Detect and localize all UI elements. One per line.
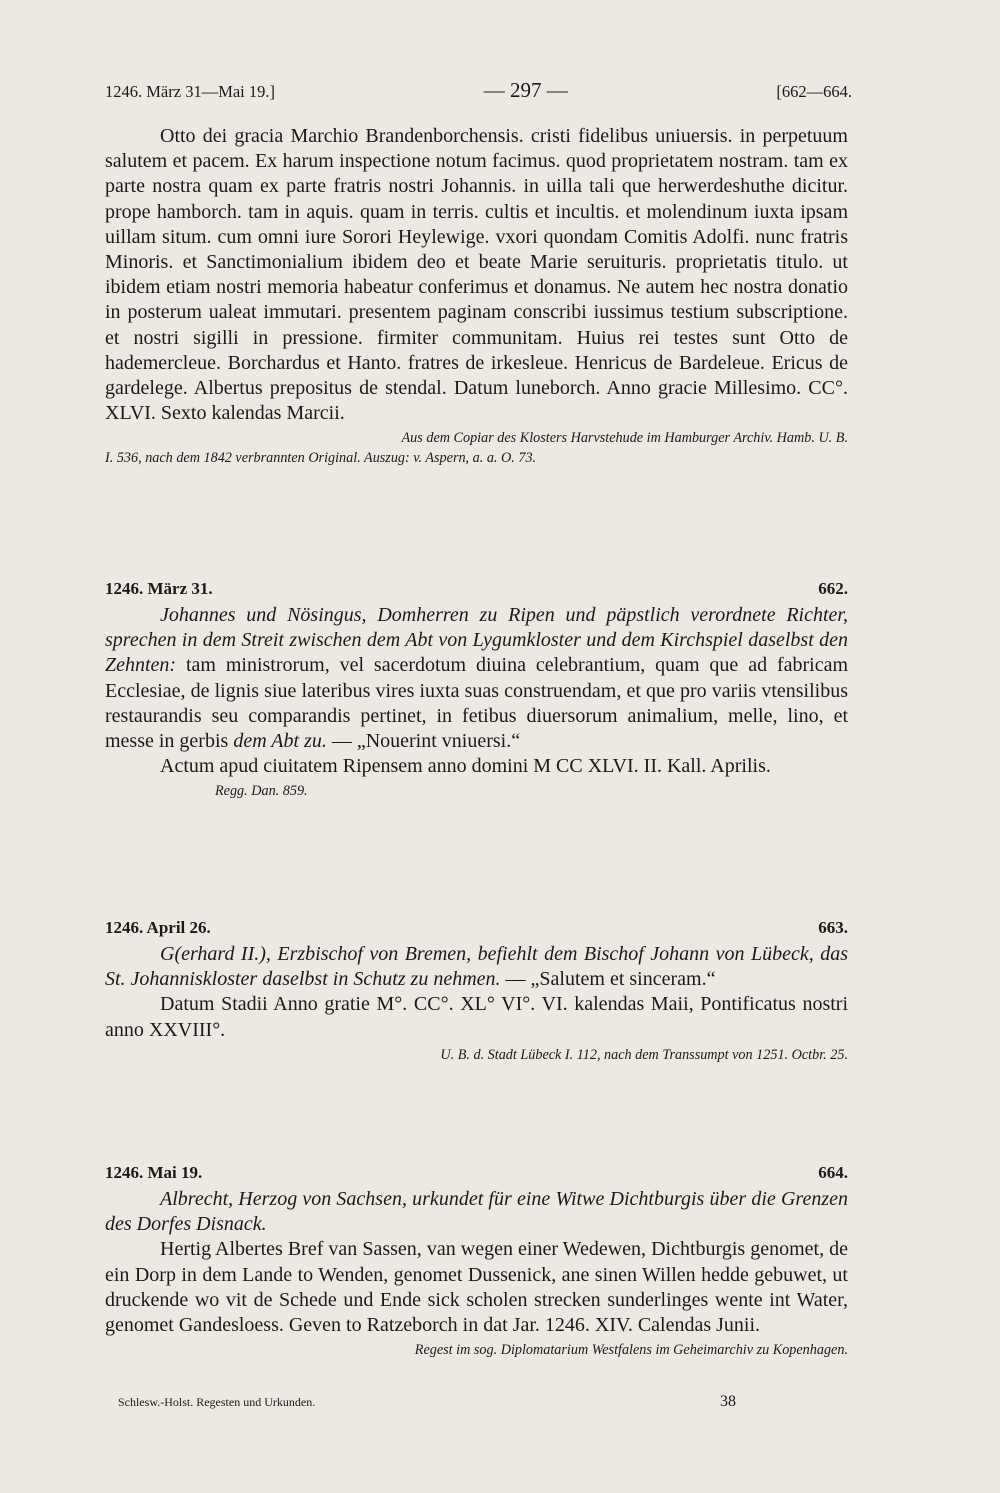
document-664-number: 664.: [818, 1163, 848, 1182]
document-664: [105, 1162, 848, 1360]
running-header: [105, 78, 852, 103]
document-663: [105, 917, 848, 1065]
footer-signature-number: 38: [720, 1393, 736, 1410]
document-662-text-2: — „Nouerint vniuersi.“: [331, 730, 521, 753]
document-663-source: U. B. d. Stadt Lübeck I. 112, nach dem Transsumpt von 1251. Octbr. 25.: [440, 1046, 848, 1063]
page-number: — 297 —: [483, 78, 568, 102]
document-662-heading: [105, 578, 848, 600]
document-664-regest-para: [105, 1187, 848, 1237]
document-664-source: Regest im sog. Diplomatarium Westfalens im Geheimarchiv zu Kopenhagen.: [414, 1342, 848, 1359]
document-663-date: 1246. April 26.: [105, 918, 211, 937]
document-662-source: Regg. Dan. 859.: [215, 783, 308, 800]
document-663-datum: Datum Stadii Anno gratie M°. CC°. XL° VI°. VI. kalendas Maii, Pontificatus nostri anno XXVIII°.: [105, 993, 848, 1041]
document-664-heading: [105, 1162, 848, 1184]
document-661-text: Otto dei gracia Marchio Brandenborchensis. cristi fidelibus uniuersis. in perpetuum salutem et pacem. Ex harum inspectione notum facimus. quod proprietatem nostram. tam ex parte nostra quam ex parte fratris nostri Johannis. in uilla tali que herwerdeshuthe dicitur. prope hamborch. tam in aquis. quam in terris. cultis et incultis. et molendinum iuxta ipsam uillam situm. cum omni iure Sorori Heylewige. vxori quondam Comitis Adolfi. nunc fratris Minoris. et Sanctimonialium ibidem deo et beate Marie seruituris. proprietatis titulo. ut ibidem etiam nostri memoria habeatur conferimus et donamus. Ne autem hec nostra donatio in posterum ualeat immutari. presentem paginam conscribi iussimus testium subscriptione. et nostri sigilli in pressione. firmiter communitam. Huius rei testes sunt Otto de hademercleue. Borchardus et Hanto. fratres de irkesleue. Henricus de Bardeleue. Ericus de gardelege. Albertus prepositus de stendal. Datum luneborch. Anno gracie Millesimo. CC°. XLVI. Sexto kalendas Marcii.: [105, 125, 848, 425]
header-document-range: [662—664.: [776, 82, 852, 101]
document-663-number: 663.: [818, 918, 848, 937]
document-662-text-1: tam ministrorum, vel sacerdotum diuina celebrantium, quam que ad fabricam Ecclesiae, de lignis siue lateribus vires iuxta suas construendam, et que pro variis vtensilibus restaurandis seu comparandis pertinet, in fetibus diuersorum animalium, melle, lino, et messe in gerbis: [105, 654, 849, 753]
document-662: [105, 578, 848, 801]
document-662-regest: Johannes und Nösingus, Domherren zu Ripen und päpstlich verordnete Richter, sprechen in dem Streit zwischen dem Abt von Lygumkloster und dem Kirchspiel daselbst den Zehnten:: [105, 604, 848, 677]
document-664-text: Hertig Albertes Bref van Sassen, van wegen einer Wedewen, Dichtburgis genomet, de ein Dorp in dem Lande to Wenden, genomet Dussenick, ane sinen Willen hedde gebuwet, ut druckende wo vit de Schede und Ende sick scholen strecken sunderlinges wente int Water, genomet Gandesloess. Geven to Ratzeborch in dat Jar. 1246. XIV. Calendas Junii.: [105, 1238, 848, 1337]
document-662-actum: Actum apud ciuitatem Ripensem anno domini M CC XLVI. II. Kall. Aprilis.: [160, 755, 771, 778]
document-662-body: [105, 603, 848, 754]
document-664-date: 1246. Mai 19.: [105, 1163, 203, 1182]
document-661-source-line-1: Aus dem Copiar des Klosters Harvstehude im Hamburger Archiv. Hamb. U. B.: [401, 430, 848, 447]
document-663-text: — „Salutem et sinceram.“: [505, 968, 716, 991]
document-661-source-line-2: I. 536, nach dem 1842 verbrannten Original. Auszug: v. Aspern, a. a. O. 73.: [105, 450, 537, 467]
document-662-number: 662.: [818, 579, 848, 598]
document-663-heading: [105, 917, 848, 939]
document-663-body: [105, 942, 848, 992]
document-662-date: 1246. März 31.: [105, 579, 213, 598]
document-662-text-emphasis: dem Abt zu.: [233, 730, 327, 753]
document-663-regest: G(erhard II.), Erzbischof von Bremen, befiehlt dem Bischof Johann von Lübeck, das St. Johanniskloster daselbst in Schutz zu nehmen.: [105, 943, 848, 991]
header-date-range: 1246. März 31—Mai 19.]: [105, 82, 276, 101]
document-661: [105, 124, 848, 468]
document-664-regest: Albrecht, Herzog von Sachsen, urkundet für eine Witwe Dichtburgis über die Grenzen des Dorfes Disnack.: [105, 1188, 848, 1236]
page-footer: [118, 1393, 736, 1411]
footer-series-title: Schlesw.-Holst. Regesten und Urkunden.: [118, 1395, 316, 1409]
